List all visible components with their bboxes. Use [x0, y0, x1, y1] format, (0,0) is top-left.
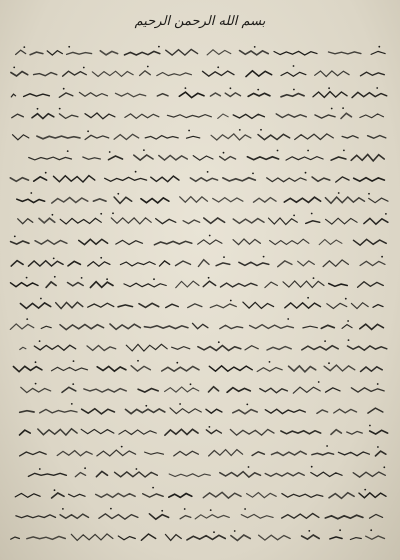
text-line — [21, 381, 384, 393]
text-line — [11, 256, 385, 267]
text-line — [11, 87, 386, 98]
bismillah-heading: بسم الله الرحمن الرحيم — [134, 14, 266, 29]
text-line — [20, 339, 387, 351]
text-line — [15, 487, 386, 499]
text-line — [17, 192, 388, 203]
text-line — [10, 318, 383, 330]
text-line — [28, 466, 385, 477]
text-line — [29, 149, 385, 161]
text-line — [18, 212, 388, 224]
text-line — [11, 529, 385, 540]
text-line — [13, 360, 382, 372]
text-line — [20, 425, 388, 436]
text-line — [16, 46, 386, 55]
text-line — [11, 276, 384, 288]
text-line — [11, 235, 387, 246]
text-line — [11, 65, 384, 77]
text-line — [20, 403, 383, 414]
text-line — [12, 107, 384, 119]
text-line — [16, 508, 383, 520]
text-line — [10, 171, 384, 182]
text-line — [20, 297, 383, 309]
text-line — [13, 129, 386, 140]
text-line — [20, 445, 386, 456]
